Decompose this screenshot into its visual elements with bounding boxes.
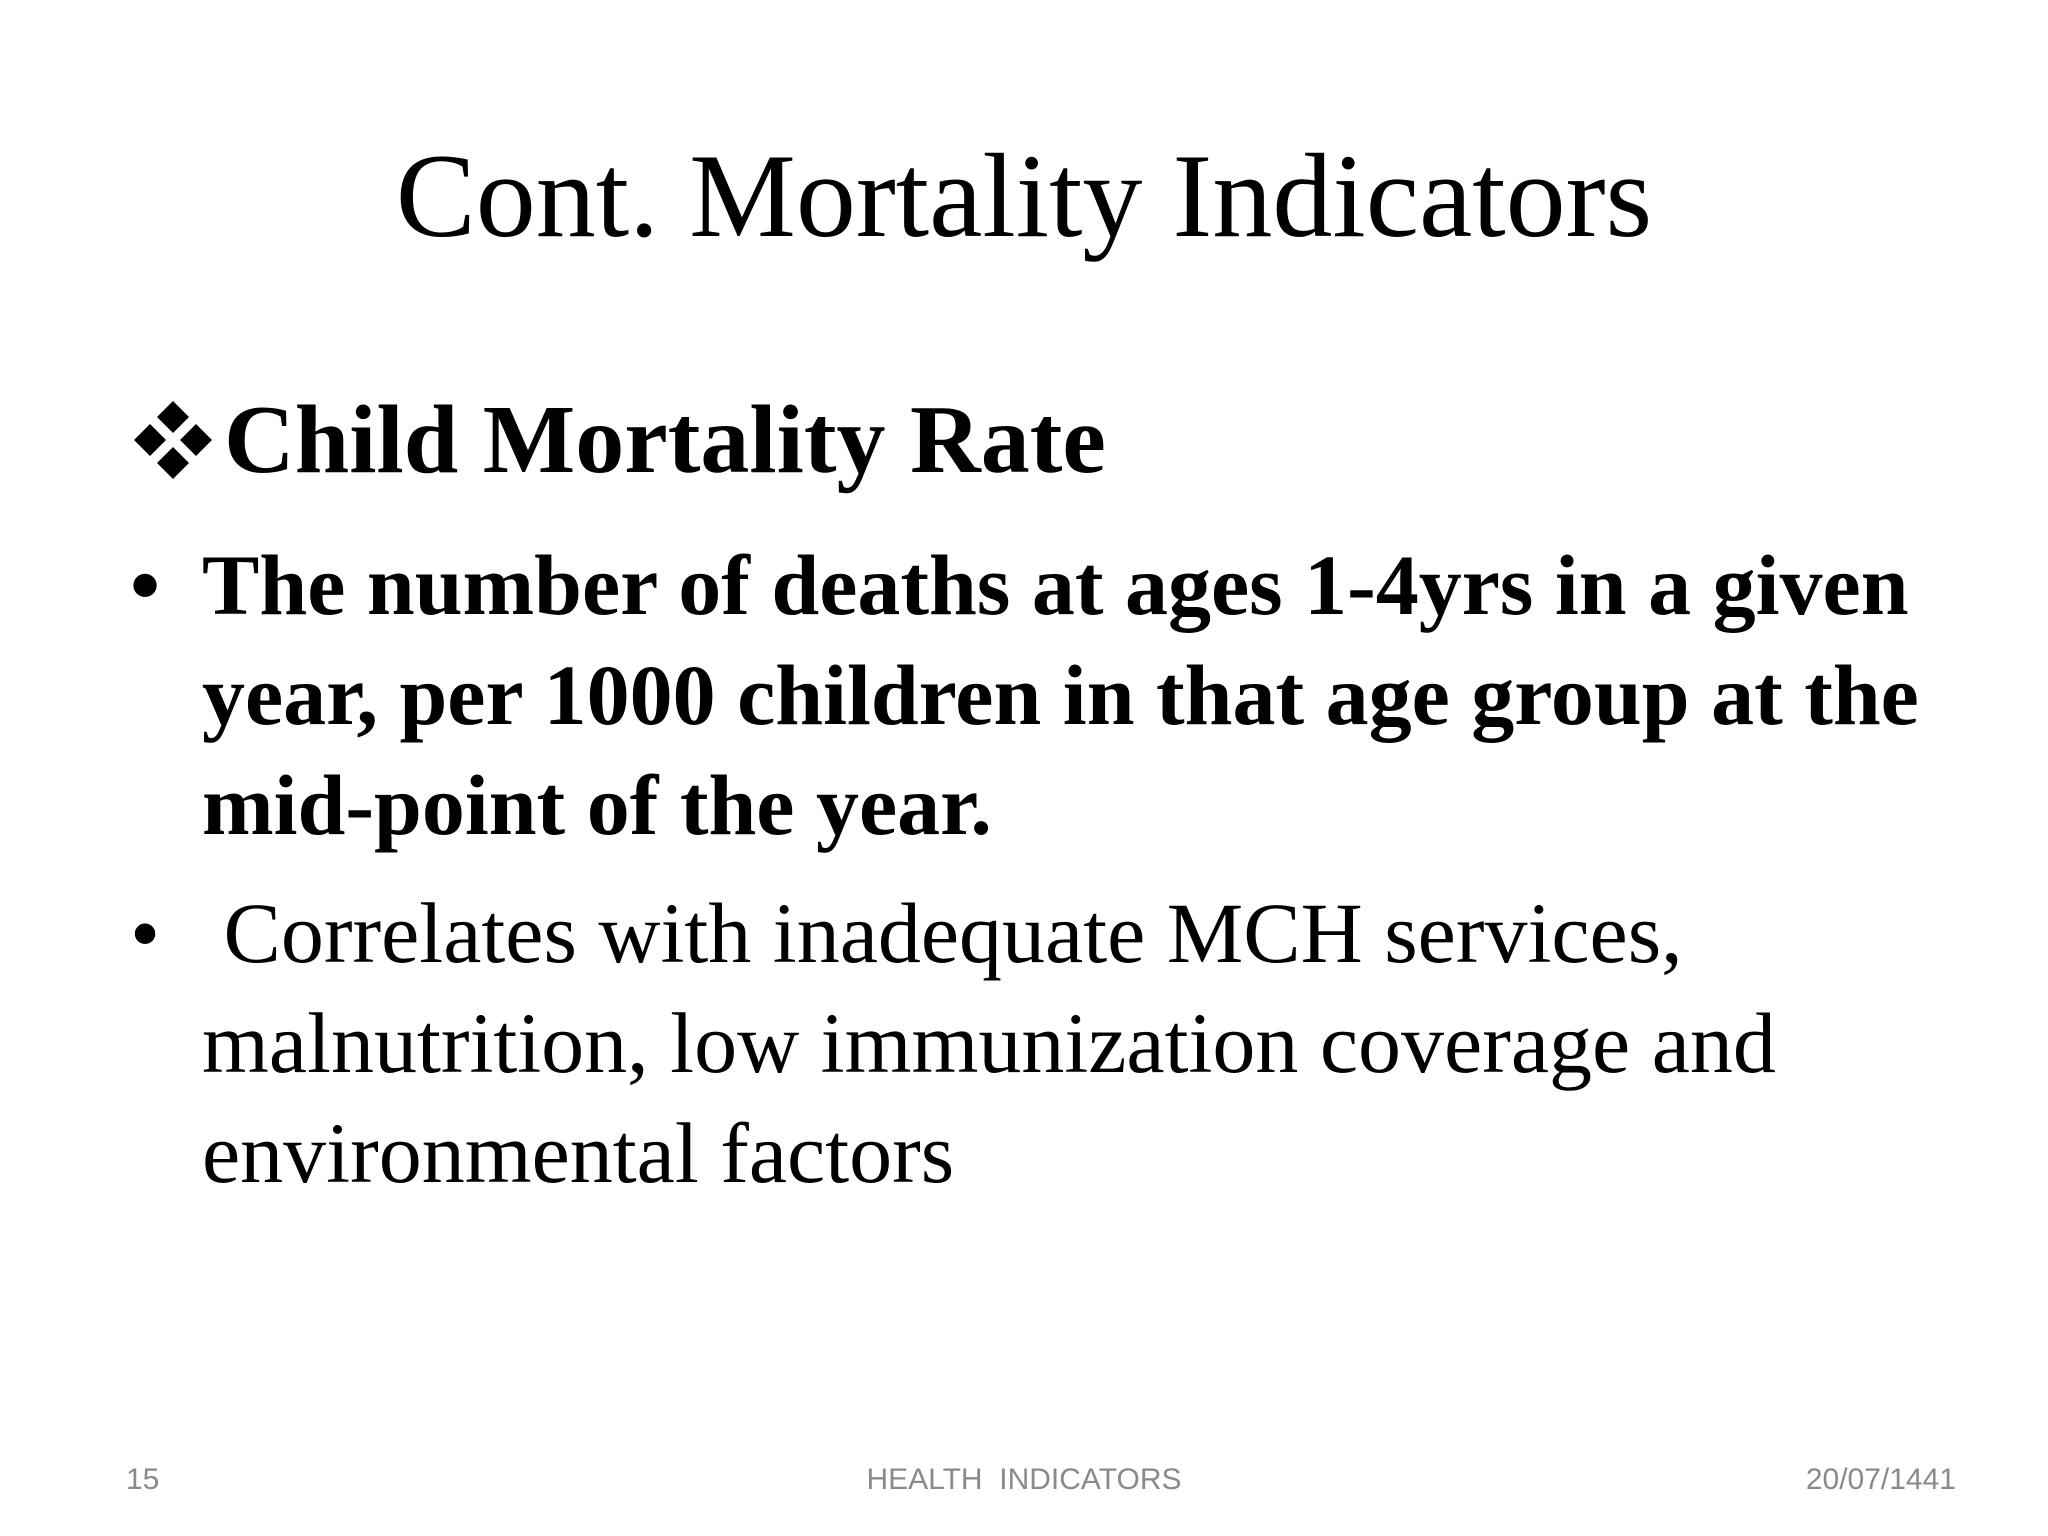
footer-page-number: 15 xyxy=(126,1463,160,1496)
bullet-marker: • xyxy=(130,885,161,981)
footer-date: 20/07/1441 xyxy=(1805,1463,1956,1496)
slide-title: Cont. Mortality Indicators xyxy=(395,129,1653,262)
bullet-marker: • xyxy=(130,537,161,633)
bullet-text: The number of deaths at ages 1-4yrs in a given year, per 1000 children in that age group at the mid-point of the year. xyxy=(202,537,1919,853)
section-heading-text: Child Mortality Rate xyxy=(224,386,1106,494)
four-diamond-bullet-icon xyxy=(130,397,216,483)
bullet-text: Correlates with inadequate MCH services, malnutrition, low immunization coverage and environmental factors xyxy=(202,885,1798,1201)
section-heading xyxy=(130,384,1106,496)
footer-title: HEALTH INDICATORS xyxy=(866,1463,1182,1496)
